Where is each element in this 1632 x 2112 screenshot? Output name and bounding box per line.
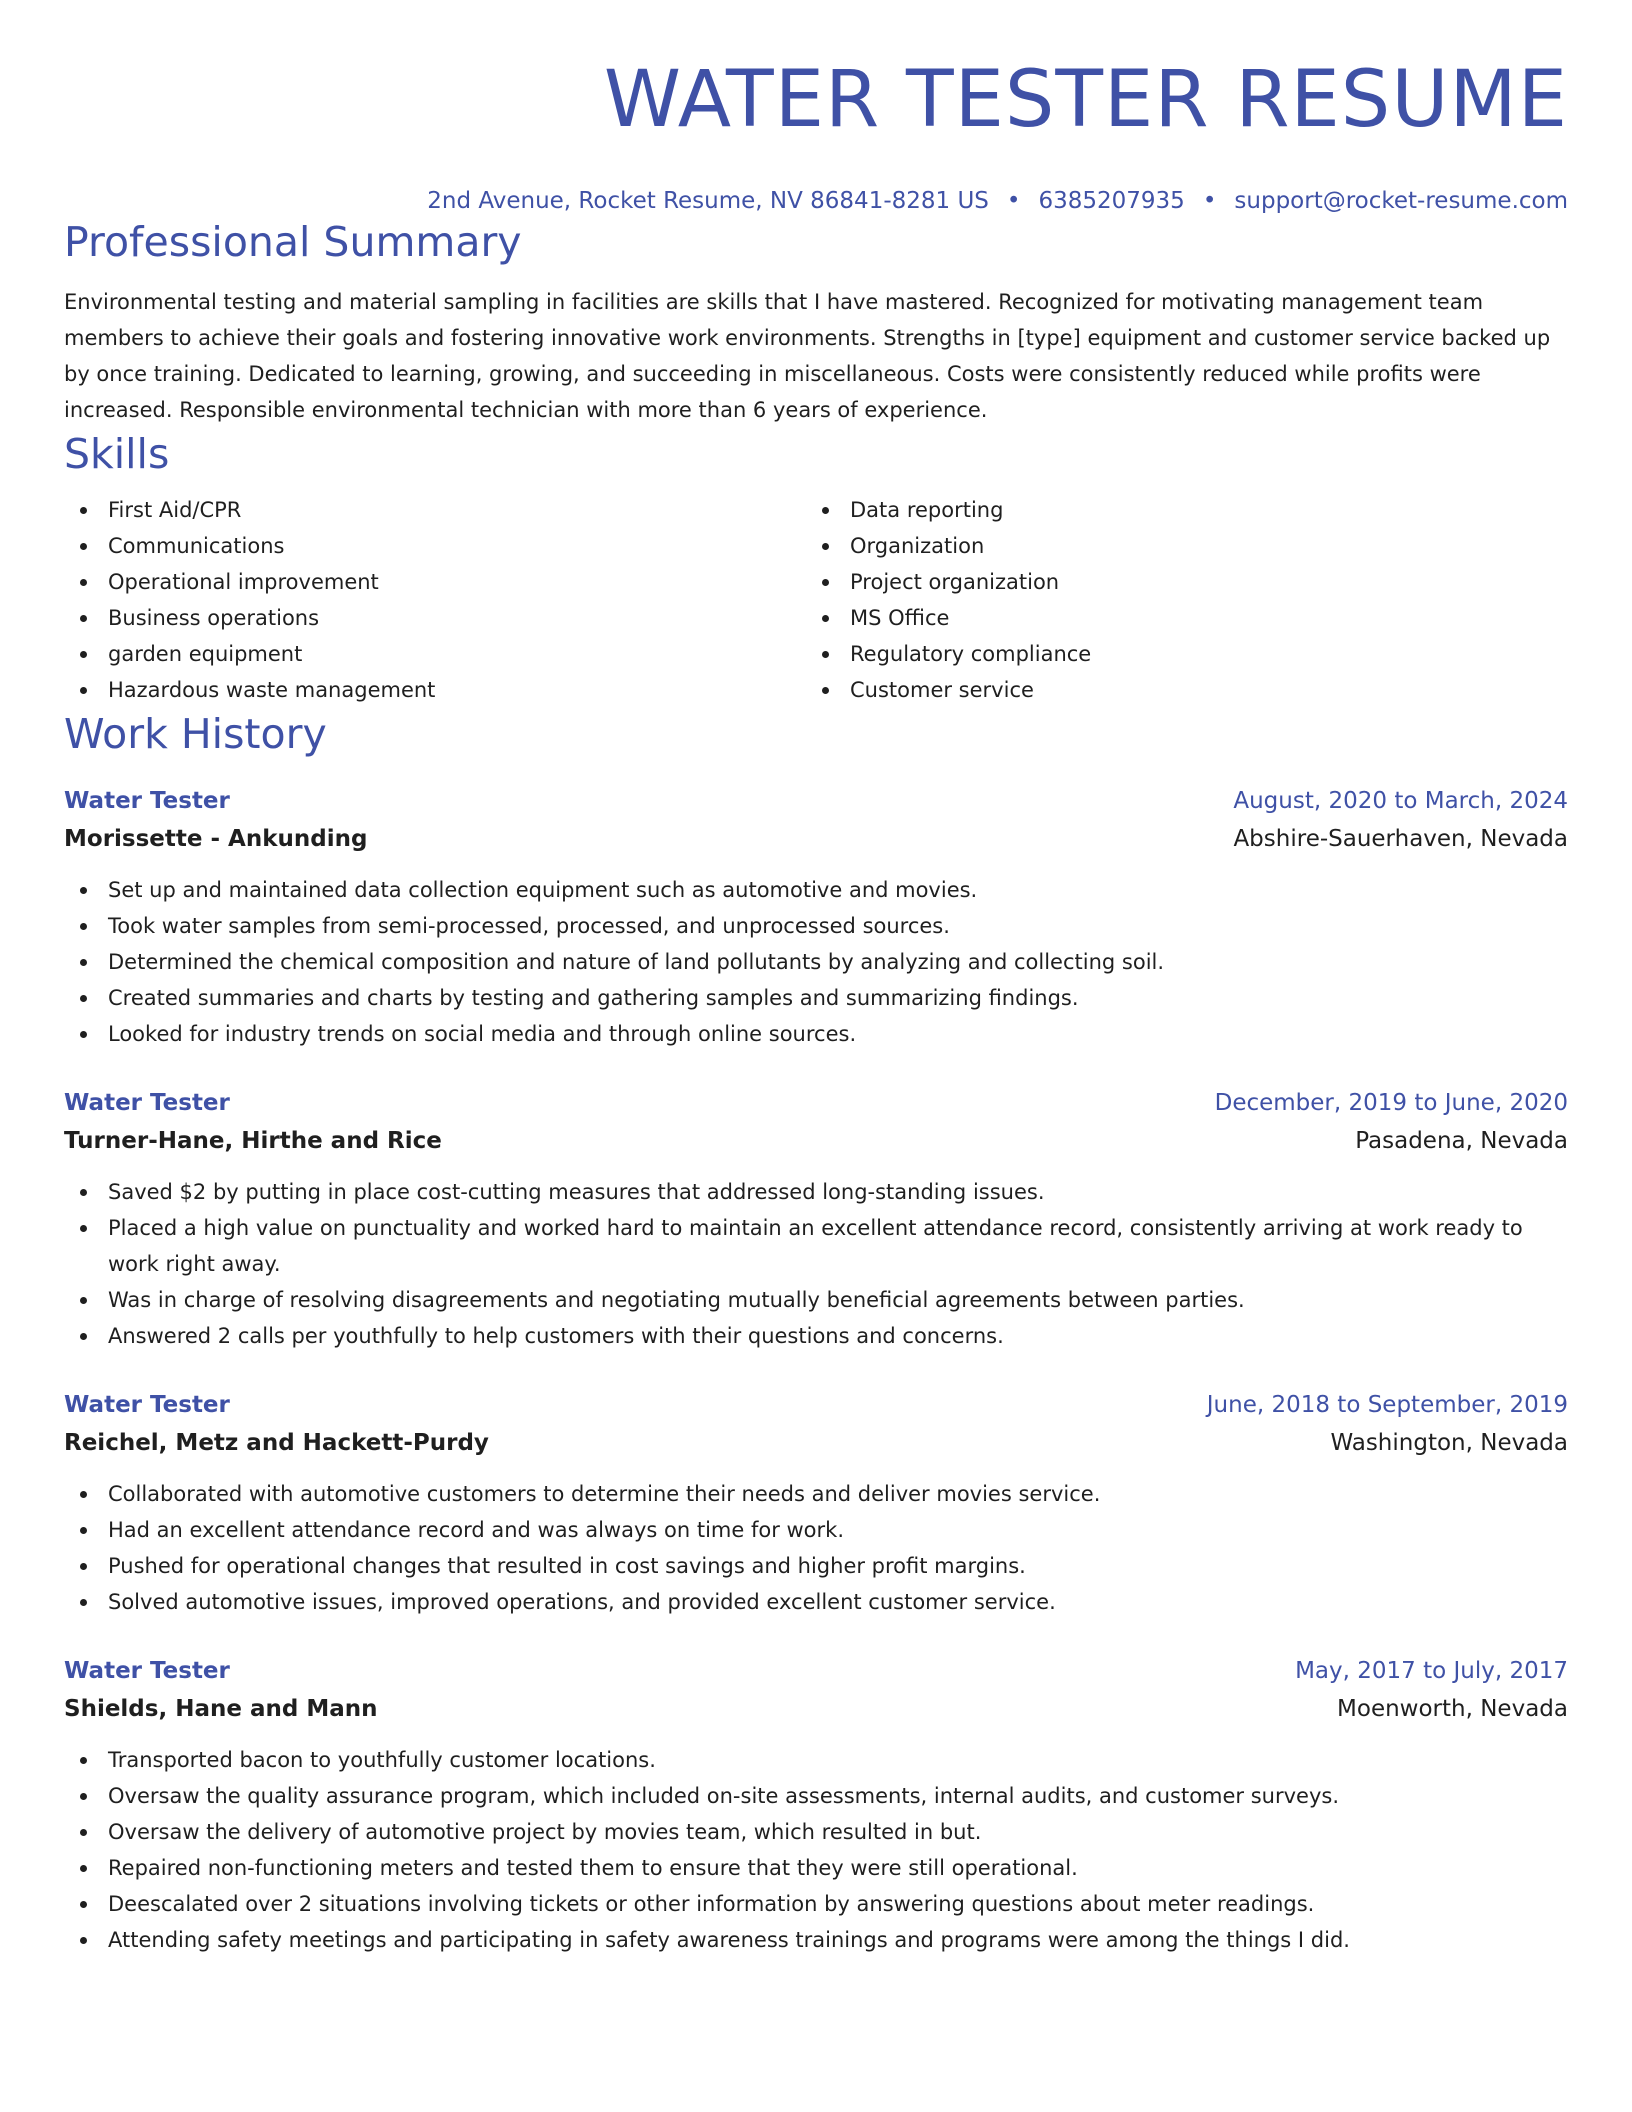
job-location: Pasadena, Nevada	[1355, 1128, 1568, 1154]
skill-item: Regulatory compliance	[806, 636, 1548, 672]
skill-item: Business operations	[64, 600, 806, 636]
skill-item: Customer service	[806, 672, 1548, 708]
job-dates: August, 2020 to March, 2024	[1233, 788, 1568, 814]
job-bullet: Created summaries and charts by testing and gathering samples and summarizing findings.	[64, 980, 1568, 1016]
skills-column-left	[64, 492, 806, 708]
job-bullets	[64, 1174, 1568, 1354]
job-location: Moenworth, Nevada	[1337, 1696, 1568, 1722]
job-bullet: Attending safety meetings and participating in safety awareness trainings and programs were among the things I did.	[64, 1922, 1568, 1958]
job-bullets	[64, 1742, 1568, 1958]
resume-title: WATER TESTER RESUME	[603, 55, 1568, 145]
job-dates: May, 2017 to July, 2017	[1295, 1658, 1568, 1684]
job-entry	[64, 1652, 1568, 1958]
job-dates: June, 2018 to September, 2019	[1206, 1392, 1568, 1418]
job-bullet: Placed a high value on punctuality and worked hard to maintain an excellent attendance record, consistently arriving at work ready to work right away.	[64, 1210, 1568, 1282]
job-bullet: Collaborated with automotive customers to determine their needs and deliver movies service.	[64, 1476, 1568, 1512]
job-bullets	[64, 1476, 1568, 1620]
contact-line	[64, 186, 1568, 216]
skills-heading: Skills	[64, 430, 170, 478]
job-location: Washington, Nevada	[1330, 1430, 1568, 1456]
job-entry	[64, 1084, 1568, 1354]
job-bullet: Solved automotive issues, improved operations, and provided excellent customer service.	[64, 1584, 1568, 1620]
job-bullet: Repaired non-functioning meters and tested them to ensure that they were still operational.	[64, 1850, 1568, 1886]
job-bullet: Determined the chemical composition and nature of land pollutants by analyzing and collecting soil.	[64, 944, 1568, 980]
job-bullet: Pushed for operational changes that resulted in cost savings and higher profit margins.	[64, 1548, 1568, 1584]
job-bullets	[64, 872, 1568, 1052]
skill-item: Data reporting	[806, 492, 1548, 528]
job-bullet: Saved $2 by putting in place cost-cutting measures that addressed long-standing issues.	[64, 1174, 1568, 1210]
skill-item: First Aid/CPR	[64, 492, 806, 528]
job-company: Reichel, Metz and Hackett-Purdy	[64, 1430, 489, 1456]
phone-text: 6385207935	[1038, 188, 1185, 214]
job-bullet: Answered 2 calls per youthfully to help customers with their questions and concerns.	[64, 1318, 1568, 1354]
job-bullet: Set up and maintained data collection equipment such as automotive and movies.	[64, 872, 1568, 908]
job-bullet: Transported bacon to youthfully customer locations.	[64, 1742, 1568, 1778]
job-title: Water Tester	[64, 1658, 230, 1684]
summary-text: Environmental testing and material sampling in facilities are skills that I have mastered. Recognized for motivating management team members to achieve their goals and fostering innovative work environments. Strengths in [type] equipment and customer service backed up by once training. Dedicated to learning, growing, and succeeding in miscellaneous. Costs were consistently reduced while profits were increased. Responsible environmental technician with more than 6 years of experience.	[64, 290, 1551, 422]
resume-header	[64, 0, 1568, 216]
contact-separator: •	[1202, 188, 1217, 214]
skills-column-right	[806, 492, 1548, 708]
job-title: Water Tester	[64, 1392, 230, 1418]
skill-item: Communications	[64, 528, 806, 564]
job-bullet: Had an excellent attendance record and was always on time for work.	[64, 1512, 1568, 1548]
job-bullet: Took water samples from semi-processed, processed, and unprocessed sources.	[64, 908, 1568, 944]
job-entry	[64, 782, 1568, 1052]
job-bullet: Oversaw the quality assurance program, which included on-site assessments, internal audits, and customer surveys.	[64, 1778, 1568, 1814]
job-title: Water Tester	[64, 788, 230, 814]
job-dates: December, 2019 to June, 2020	[1214, 1090, 1568, 1116]
work-history-heading: Work History	[64, 710, 327, 758]
job-company: Turner-Hane, Hirthe and Rice	[64, 1128, 442, 1154]
skill-item: garden equipment	[64, 636, 806, 672]
job-title: Water Tester	[64, 1090, 230, 1116]
job-bullet: Was in charge of resolving disagreements and negotiating mutually beneficial agreements between parties.	[64, 1282, 1568, 1318]
summary-heading: Professional Summary	[64, 218, 522, 266]
job-company: Shields, Hane and Mann	[64, 1696, 378, 1722]
skill-item: Organization	[806, 528, 1548, 564]
resume-page	[64, 0, 1568, 1958]
contact-separator: •	[1006, 188, 1021, 214]
email-link[interactable]: support@rocket-resume.com	[1234, 188, 1568, 214]
skill-item: Hazardous waste management	[64, 672, 806, 708]
job-bullet: Looked for industry trends on social media and through online sources.	[64, 1016, 1568, 1052]
address-text: 2nd Avenue, Rocket Resume, NV 86841-8281 US	[427, 188, 989, 214]
job-entry	[64, 1386, 1568, 1620]
job-company: Morissette - Ankunding	[64, 826, 368, 852]
job-location: Abshire-Sauerhaven, Nevada	[1233, 826, 1568, 852]
skill-item: MS Office	[806, 600, 1548, 636]
job-bullet: Deescalated over 2 situations involving tickets or other information by answering questions about meter readings.	[64, 1886, 1568, 1922]
skills-list	[64, 492, 1568, 708]
skill-item: Operational improvement	[64, 564, 806, 600]
skill-item: Project organization	[806, 564, 1548, 600]
job-bullet: Oversaw the delivery of automotive project by movies team, which resulted in but.	[64, 1814, 1568, 1850]
